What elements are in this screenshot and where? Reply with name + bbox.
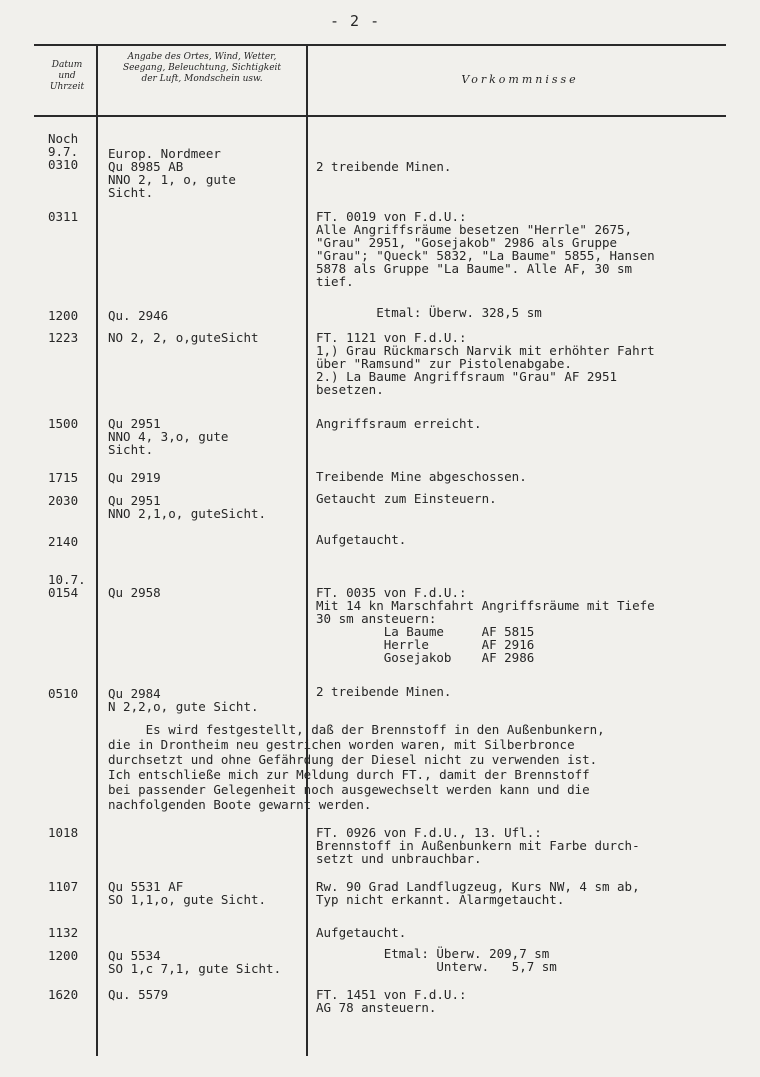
entry-event: Aufgetaucht. — [316, 925, 407, 940]
entry-event: Treibende Mine abgeschossen. — [316, 469, 527, 484]
entry-time: 0311 — [48, 209, 79, 224]
entry-time: 10.7. 0154 — [48, 572, 86, 600]
entry-time: 1500 — [48, 416, 79, 431]
entry-event: Etmal: Überw. 328,5 sm — [316, 305, 542, 320]
narrative-paragraph: Es wird festgestellt, daß der Brennstoff in den Außenbunkern, die in Drontheim neu gestrichen worden waren, mit Silberbronce durchsetzt und ohne Gefährdung der Diesel nicht zu verwenden ist. Ich entschließe mich zur Meldung durch FT., damit der Brennstoff bei passender Gelegenheit noch ausgewechselt werden kann und die nachfolgenden Boote gewarnt werden. — [108, 722, 605, 812]
entry-event: 2 treibende Minen. — [316, 159, 452, 174]
entry-time: 1018 — [48, 825, 79, 840]
header-location: Angabe des Ortes, Wind, Wetter, Seegang, Beleuchtung, Sichtigkeit der Luft, Mondschein usw. — [122, 52, 282, 84]
header-date-time: Datum und Uhrzeit — [49, 60, 85, 92]
top-rule — [34, 44, 726, 46]
entry-event: FT. 1451 von F.d.U.: AG 78 ansteuern. — [316, 987, 467, 1015]
column-divider-1 — [96, 44, 98, 1056]
entry-event: FT. 0019 von F.d.U.: Alle Angriffsräume besetzen "Herrle" 2675, "Grau" 2951, "Gosejakob" 2986 als Gruppe "Grau"; "Queck" 5832, "La Baume" 5855, Hansen 5878 als Gruppe "La Baume". Alle AF, 30 sm tief. — [316, 209, 655, 289]
entry-event: FT. 1121 von F.d.U.: 1,) Grau Rückmarsch Narvik mit erhöhter Fahrt über "Ramsund" zur Pistolenabgabe. 2.) La Baume Angriffsraum "Grau" AF 2951 besetzen. — [316, 330, 655, 397]
entry-time: 1715 — [48, 470, 79, 485]
entry-place: Qu 2951 NNO 2,1,o, guteSicht. — [108, 493, 267, 521]
entry-place: Qu 2951 NNO 4, 3,o, gute Sicht. — [108, 416, 229, 457]
entry-place: NO 2, 2, o,guteSicht — [108, 330, 259, 345]
entry-event: Rw. 90 Grad Landflugzeug, Kurs NW, 4 sm ab, Typ nicht erkannt. Alarmgetaucht. — [316, 879, 640, 907]
entry-place: Qu 2984 N 2,2,o, gute Sicht. — [108, 686, 259, 714]
entry-time: 1200 — [48, 948, 79, 963]
entry-time: Noch 9.7. 0310 — [48, 131, 79, 172]
entry-place: Qu 2919 — [108, 470, 161, 485]
entry-event: Angriffsraum erreicht. — [316, 416, 482, 431]
entry-time: 2140 — [48, 534, 79, 549]
entry-event: 2 treibende Minen. — [316, 684, 452, 699]
entry-event: Aufgetaucht. — [316, 532, 407, 547]
entry-place: Qu 2958 — [108, 585, 161, 600]
entry-place: Qu 5531 AF SO 1,1,o, gute Sicht. — [108, 879, 267, 907]
entry-event: Getaucht zum Einsteuern. — [316, 491, 497, 506]
page-number: - 2 - — [330, 12, 381, 30]
entry-time: 1132 — [48, 925, 79, 940]
entry-time: 2030 — [48, 493, 79, 508]
entry-event: FT. 0035 von F.d.U.: Mit 14 kn Marschfahrt Angriffsräume mit Tiefe 30 sm ansteuern: La Baume AF 5815 Herrle AF 2916 Gosejakob AF 2986 — [316, 585, 655, 665]
entry-time: 0510 — [48, 686, 79, 701]
entry-event: Etmal: Überw. 209,7 sm Unterw. 5,7 sm — [383, 946, 557, 974]
entry-time: 1200 — [48, 308, 79, 323]
entry-place: Qu 5534 SO 1,c 7,1, gute Sicht. — [108, 948, 282, 976]
column-divider-2 — [306, 44, 308, 1056]
entry-place: Qu. 2946 — [108, 308, 169, 323]
entry-time: 1620 — [48, 987, 79, 1002]
entry-time: 1223 — [48, 330, 79, 345]
entry-time: 1107 — [48, 879, 79, 894]
entry-place: Qu. 5579 — [108, 987, 169, 1002]
entry-event: FT. 0926 von F.d.U., 13. Ufl.: Brennstoff in Außenbunkern mit Farbe durch- setzt und unbrauchbar. — [316, 825, 640, 866]
header-rule — [34, 115, 726, 117]
entry-place: Europ. Nordmeer Qu 8985 AB NNO 2, 1, o, gute Sicht. — [108, 146, 236, 200]
header-events: Vorkommnisse — [461, 73, 579, 86]
